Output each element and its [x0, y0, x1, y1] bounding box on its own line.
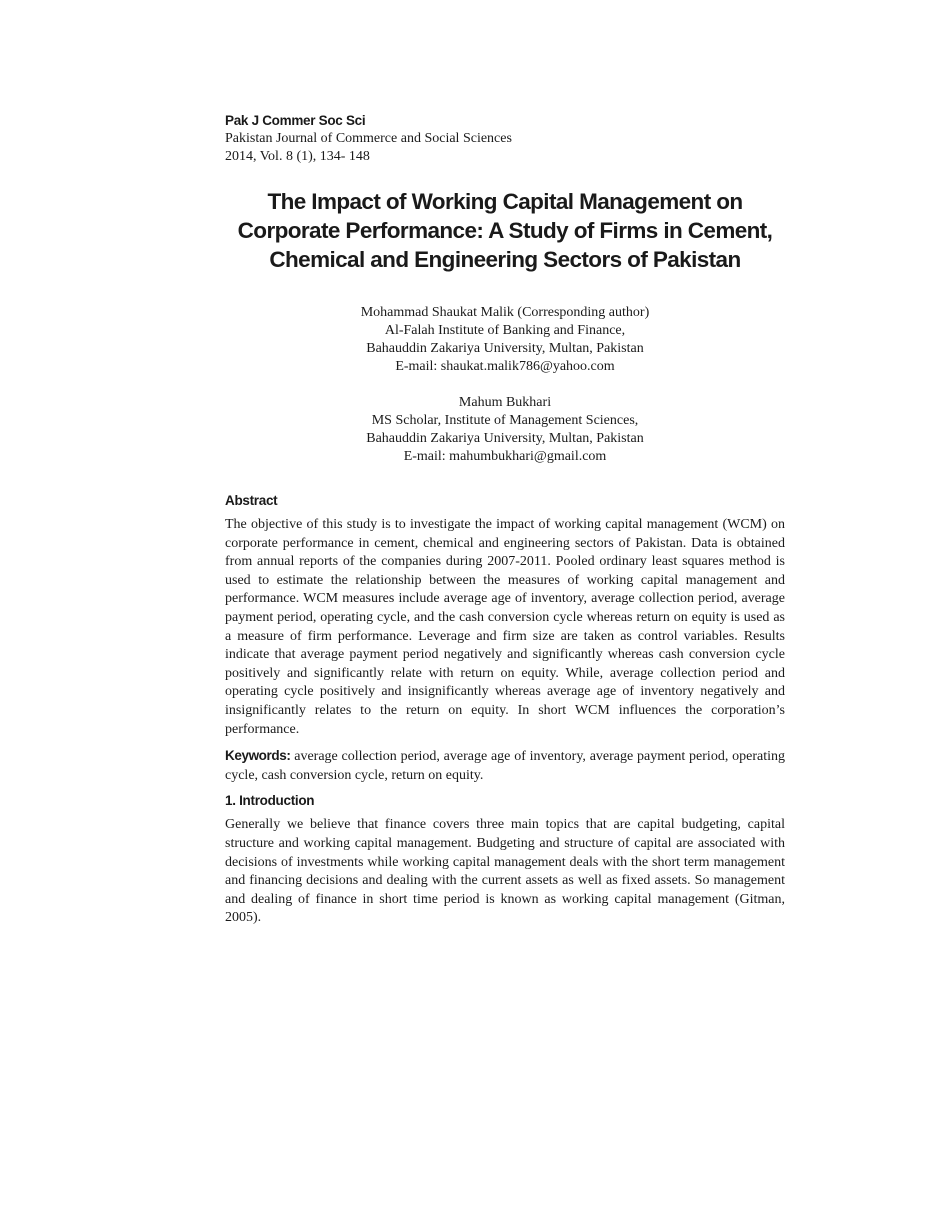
journal-abbreviation: Pak J Commer Soc Sci — [225, 113, 366, 128]
introduction-heading: 1. Introduction — [225, 793, 315, 809]
journal-volume-info: 2014, Vol. 8 (1), 134- 148 — [225, 149, 370, 164]
paper-title: The Impact of Working Capital Management on Corporate Performance: A Study of Firms in Cement, Chemical and Engineering Sectors of Pakistan — [237, 189, 773, 272]
author-name: Mohammad Shaukat Malik (Corresponding author) — [360, 305, 650, 320]
journal-header — [225, 112, 785, 166]
author-block — [225, 394, 785, 466]
keywords-text: average collection period, average age of inventory, average payment period, operating cycle, cash conversion cycle, return on equity. — [225, 749, 785, 783]
author-affiliation: Bahauddin Zakariya University, Multan, Pakistan — [366, 341, 644, 356]
author-name: Mahum Bukhari — [458, 395, 552, 410]
abstract-heading: Abstract — [225, 493, 278, 508]
author-list — [225, 304, 785, 466]
keywords-label: Keywords: — [225, 748, 291, 764]
paper-page — [225, 112, 785, 928]
author-email: E-mail: shaukat.malik786@yahoo.com — [395, 359, 615, 374]
journal-full-name: Pakistan Journal of Commerce and Social Sciences — [225, 131, 512, 146]
author-affiliation: Bahauddin Zakariya University, Multan, Pakistan — [366, 431, 644, 446]
keywords-paragraph — [225, 747, 785, 785]
author-email: E-mail: mahumbukhari@gmail.com — [403, 449, 607, 464]
author-block — [225, 304, 785, 376]
author-affiliation: MS Scholar, Institute of Management Sciences, — [371, 413, 639, 428]
introduction-text: Generally we believe that finance covers three main topics that are capital budgeting, capital structure and working capital management. Budgeting and structure of capital are associated with decisions of investments while working capital management deals with the short term management and financing decisions and dealing with the current assets as well as fixed assets. So management and dealing of finance in short time period is known as working capital management (Gitman, 2005). — [225, 817, 785, 926]
author-affiliation: Al-Falah Institute of Banking and Finance, — [384, 323, 626, 338]
abstract-text: The objective of this study is to investigate the impact of working capital management (WCM) on corporate performance in cement, chemical and engineering sectors of Pakistan. Data is obtained from annual reports of the companies during 2007-2011. Pooled ordinary least squares method is used to estimate the relationship between the measures of working capital management and performance. WCM measures include average age of inventory, average collection period, average payment period, operating cycle, and the cash conversion cycle whereas return on equity is used as a measure of firm performance. Leverage and firm size are taken as control variables. Results indicate that average payment period negatively and significantly whereas cash conversion cycle positively and significantly relate with return on equity. While, average collection period and operating cycle positively and insignificantly whereas average age of inventory negatively and insignificantly relates to the return on equity. In short WCM influences the corporation’s performance. — [225, 517, 785, 737]
